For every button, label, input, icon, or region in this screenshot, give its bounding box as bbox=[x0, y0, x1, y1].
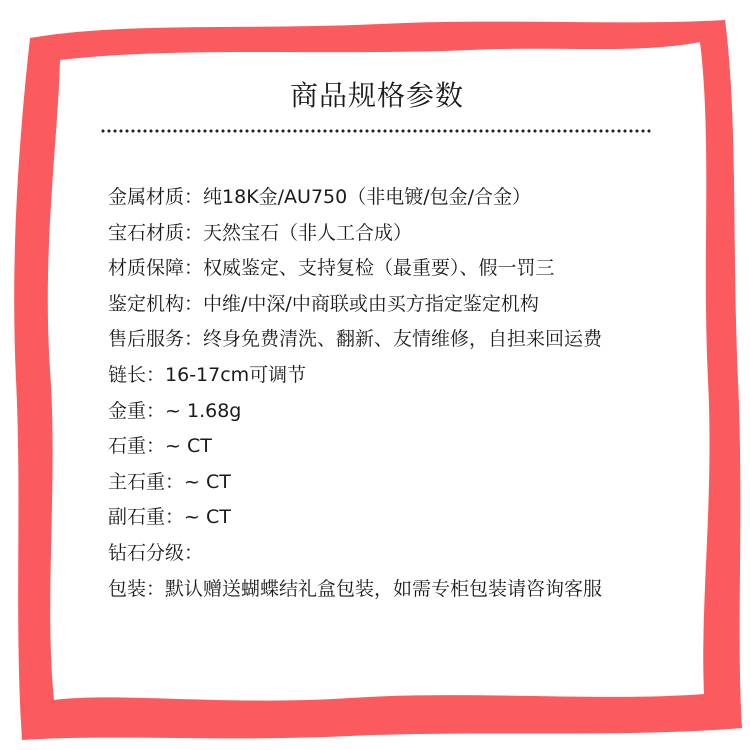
spec-label: 链长： bbox=[108, 363, 166, 386]
spec-label: 金重： bbox=[108, 399, 166, 422]
spec-list bbox=[108, 180, 602, 607]
spec-label: 金属材质： bbox=[108, 186, 204, 208]
spec-value: ~ CT bbox=[184, 506, 231, 529]
spec-label: 石重： bbox=[108, 435, 166, 458]
spec-value: 纯18K金/AU750（非电镀/包金/合金） bbox=[203, 186, 532, 208]
spec-row-main-stone-weight bbox=[108, 465, 602, 501]
spec-row-chain-length bbox=[108, 358, 602, 394]
spec-row-packaging bbox=[108, 572, 602, 608]
dotted-divider bbox=[100, 128, 652, 134]
spec-label: 鉴定机构： bbox=[108, 292, 204, 315]
page-title: 商品规格参数 bbox=[289, 79, 464, 112]
spec-label: 主石重： bbox=[108, 470, 185, 493]
spec-value: 中维/中深/中商联或由买方指定鉴定机构 bbox=[203, 292, 539, 315]
spec-label: 宝石材质： bbox=[108, 221, 204, 244]
spec-value: 16-17cm可调节 bbox=[165, 363, 307, 386]
spec-label: 售后服务： bbox=[108, 328, 204, 351]
spec-row-gem bbox=[108, 216, 602, 252]
spec-card bbox=[52, 52, 702, 682]
spec-row-stone-weight bbox=[108, 429, 602, 465]
spec-row-institution bbox=[108, 287, 602, 323]
spec-label: 包装： bbox=[108, 577, 166, 600]
spec-value: 默认赠送蝴蝶结礼盒包装，如需专柜包装请咨询客服 bbox=[165, 577, 603, 600]
spec-row-side-stone-weight bbox=[108, 500, 602, 536]
spec-label: 钻石分级： bbox=[108, 541, 204, 564]
spec-row-gold-weight bbox=[108, 394, 602, 430]
spec-value: ~ CT bbox=[184, 470, 231, 493]
spec-row-guarantee bbox=[108, 251, 602, 287]
spec-value: 终身免费清洗、翻新、友情维修，自担来回运费 bbox=[203, 328, 603, 351]
spec-value: 权威鉴定、支持复检（最重要）、假一罚三 bbox=[203, 257, 555, 280]
spec-value: 天然宝石（非人工合成） bbox=[203, 221, 413, 244]
spec-row-aftersales bbox=[108, 322, 602, 358]
spec-label: 副石重： bbox=[108, 506, 185, 529]
spec-value: ~ CT bbox=[165, 435, 212, 458]
spec-row-diamond-grade bbox=[108, 536, 602, 572]
spec-row-metal bbox=[108, 180, 602, 216]
spec-value: ~ 1.68g bbox=[165, 399, 242, 422]
spec-label: 材质保障： bbox=[108, 257, 204, 280]
